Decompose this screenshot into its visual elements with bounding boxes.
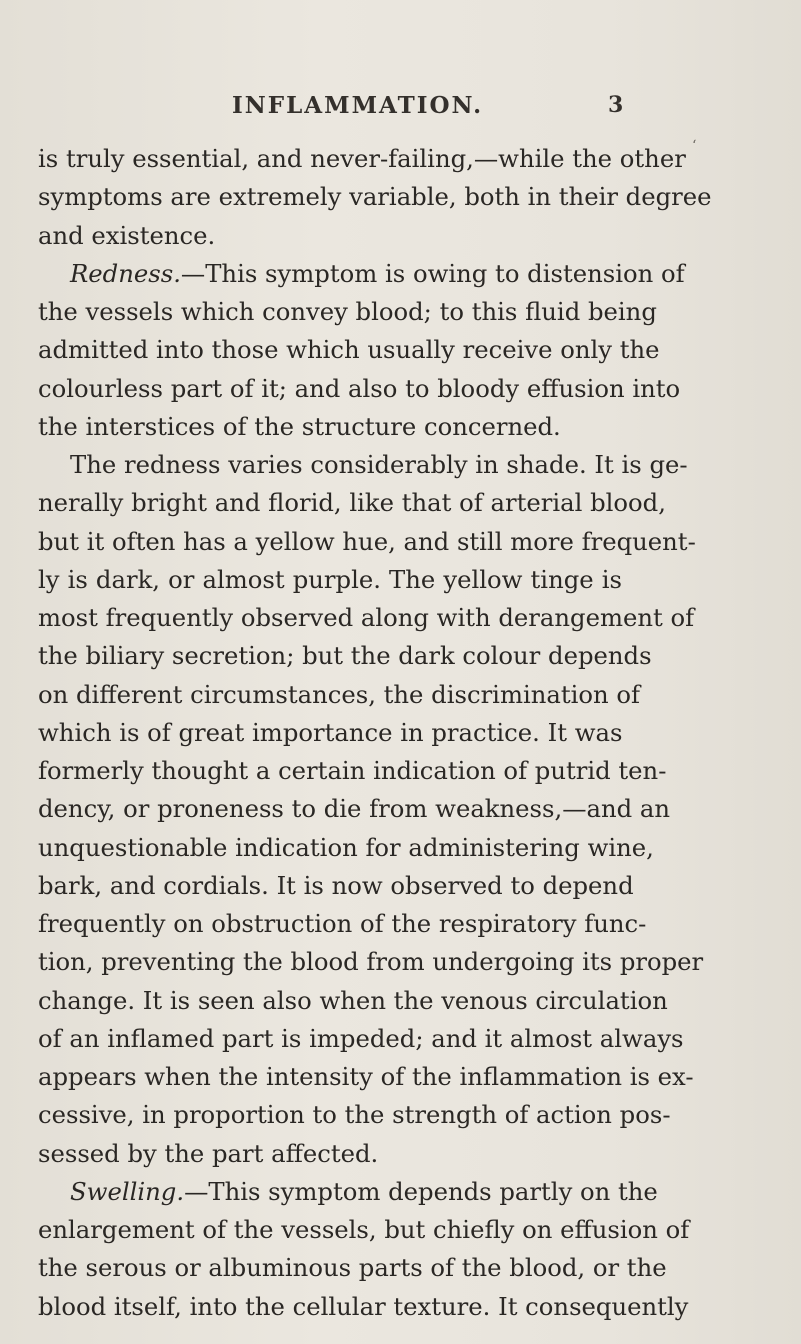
text-line bbox=[38, 255, 685, 293]
text-line bbox=[38, 370, 681, 408]
page-header bbox=[0, 92, 801, 128]
text-line bbox=[38, 1135, 622, 1173]
text-line bbox=[38, 484, 666, 522]
text-segment: which is of great importance in practice. It was bbox=[38, 717, 623, 747]
text-segment: sessed by the part affected. bbox=[38, 1138, 379, 1168]
running-title: INFLAMMATION. bbox=[232, 92, 484, 119]
text-line bbox=[38, 829, 654, 867]
text-segment: The redness varies considerably in shade. It is ge- bbox=[70, 450, 688, 479]
margin-ink-mark: ʻ bbox=[692, 138, 697, 154]
text-line bbox=[38, 446, 688, 484]
section-heading: Swelling. bbox=[70, 1176, 185, 1206]
text-line bbox=[38, 790, 671, 828]
section-heading: Redness. bbox=[70, 258, 181, 288]
text-line bbox=[38, 599, 695, 637]
text-segment: bark, and cordials. It is now observed to depend bbox=[38, 870, 634, 900]
text-segment: enlargement of the vessels, but chiefly on effusion of bbox=[38, 1215, 690, 1244]
text-segment: is truly essential, and never-failing,—while the other bbox=[38, 144, 686, 173]
text-segment: —This symptom is owing to distension of bbox=[180, 258, 685, 288]
text-line bbox=[38, 217, 622, 255]
text-segment: but it often has a yellow hue, and still more frequent- bbox=[38, 526, 696, 556]
text-line bbox=[38, 714, 622, 752]
body-text bbox=[38, 140, 712, 1326]
text-line bbox=[38, 905, 647, 943]
page-number: 3 bbox=[608, 92, 624, 118]
text-line bbox=[38, 140, 686, 178]
text-line bbox=[38, 982, 668, 1020]
text-segment: the serous or albuminous parts of the blood, or the bbox=[38, 1253, 667, 1283]
text-line bbox=[38, 561, 622, 599]
text-line bbox=[38, 1211, 690, 1249]
text-segment: appears when the intensity of the inflammation is ex- bbox=[38, 1062, 694, 1091]
text-segment: tion, preventing the blood from undergoing its proper bbox=[38, 947, 704, 977]
text-line bbox=[38, 1249, 667, 1287]
text-segment: of an inflamed part is impeded; and it almost always bbox=[38, 1023, 684, 1053]
text-segment: on different circumstances, the discrimination of bbox=[38, 679, 641, 709]
text-line bbox=[38, 1020, 684, 1058]
text-line bbox=[38, 408, 622, 446]
text-line bbox=[38, 1288, 689, 1326]
text-line bbox=[38, 523, 696, 561]
text-line bbox=[38, 676, 641, 714]
text-segment: ly is dark, or almost purple. The yellow tinge is bbox=[38, 564, 622, 594]
text-line bbox=[38, 1096, 671, 1134]
text-segment: and existence. bbox=[38, 220, 216, 250]
text-segment: the interstices of the structure concerned. bbox=[38, 411, 561, 441]
text-line bbox=[38, 1173, 658, 1211]
text-segment: admitted into those which usually receive only the bbox=[38, 335, 660, 365]
text-segment: blood itself, into the cellular texture. It consequently bbox=[38, 1291, 689, 1321]
text-segment: colourless part of it; and also to bloody effusion into bbox=[38, 373, 681, 403]
text-segment: dency, or proneness to die from weakness,—and an bbox=[38, 794, 671, 824]
text-line bbox=[38, 293, 657, 331]
text-segment: most frequently observed along with derangement of bbox=[38, 603, 695, 632]
text-line bbox=[38, 178, 712, 216]
text-segment: frequently on obstruction of the respiratory func- bbox=[38, 909, 647, 938]
text-segment: unquestionable indication for administering wine, bbox=[38, 832, 654, 862]
text-segment: —This symptom depends partly on the bbox=[184, 1176, 658, 1206]
text-segment: the vessels which convey blood; to this fluid being bbox=[38, 297, 657, 326]
text-segment: nerally bright and florid, like that of arterial blood, bbox=[38, 488, 666, 518]
text-line bbox=[38, 637, 652, 675]
text-segment: cessive, in proportion to the strength of action pos- bbox=[38, 1100, 671, 1130]
text-segment: the biliary secretion; but the dark colour depends bbox=[38, 641, 652, 671]
text-segment: change. It is seen also when the venous circulation bbox=[38, 985, 668, 1015]
text-segment: symptoms are extremely variable, both in their degree bbox=[38, 182, 712, 212]
text-line bbox=[38, 943, 704, 981]
text-segment: formerly thought a certain indication of putrid ten- bbox=[38, 756, 667, 785]
text-line bbox=[38, 1058, 694, 1096]
text-line bbox=[38, 867, 634, 905]
text-line bbox=[38, 752, 667, 790]
text-line bbox=[38, 331, 660, 369]
